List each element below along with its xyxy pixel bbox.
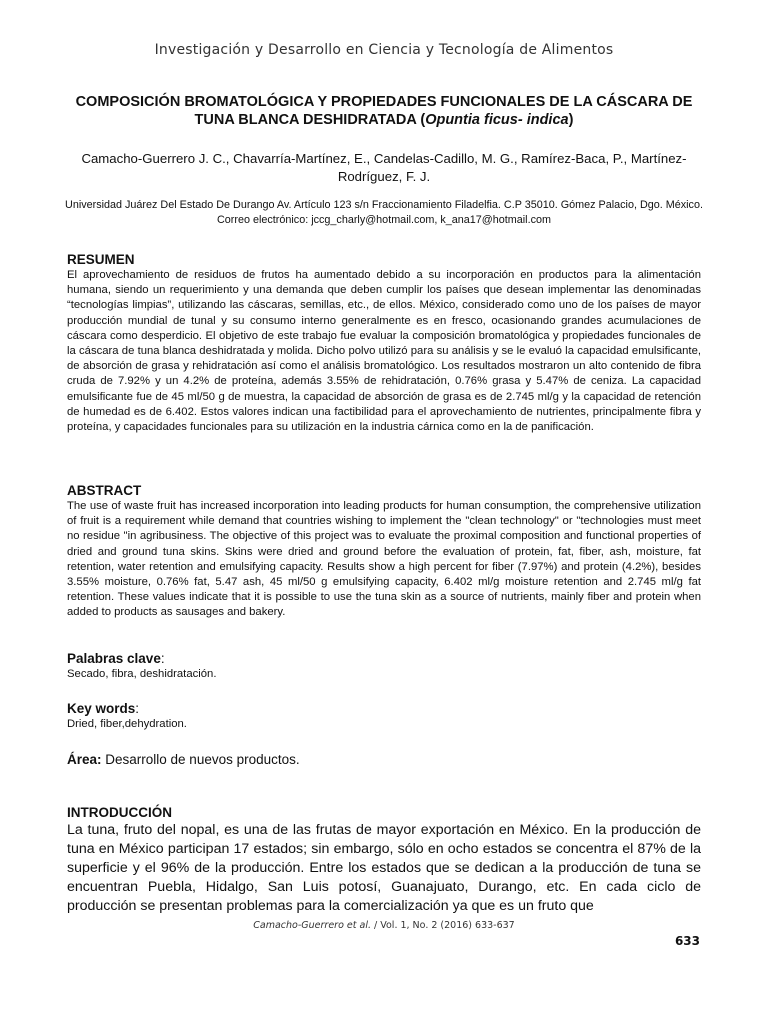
journal-header: Investigación y Desarrollo en Ciencia y Tecnología de Alimentos (154, 42, 614, 58)
area-line (67, 752, 701, 767)
palabras-clave-heading (67, 651, 701, 666)
palabras-clave-section (67, 651, 701, 680)
area-label: Área: (67, 752, 102, 767)
key-words-section (67, 701, 701, 730)
author-list: Camacho-Guerrero J. C., Chavarría-Martínez, E., Candelas-Cadillo, M. G., Ramírez-Baca, P., Martínez-Rodríguez, F. J. (81, 151, 687, 184)
title-close: ) (568, 112, 574, 128)
footer-citation (0, 920, 768, 931)
key-words-label: Key words (67, 701, 136, 716)
footer-authors: Camacho-Guerrero et al. (253, 920, 371, 931)
page-number: 633 (674, 934, 700, 948)
title-species: Opuntia ficus- indica (425, 112, 569, 128)
resumen-heading: RESUMEN (67, 252, 135, 267)
resumen-section (67, 252, 701, 435)
area-value: Desarrollo de nuevos productos. (101, 752, 300, 767)
palabras-clave-colon: : (160, 651, 165, 666)
abstract-section (67, 483, 701, 621)
abstract-heading: ABSTRACT (67, 483, 142, 498)
title-main: COMPOSICIÓN BROMATOLÓGICA Y PROPIEDADES FUNCIONALES DE LA CÁSCARA DE TUNA BLANCA DESHIDRATADA ( (75, 94, 693, 128)
article-title (60, 93, 708, 129)
introduccion-section (67, 805, 701, 916)
key-words-text: Dried, fiber,dehydration. (67, 718, 187, 730)
introduccion-heading: INTRODUCCIÓN (67, 805, 172, 820)
introduccion-text: La tuna, fruto del nopal, es una de las frutas de mayor exportación en México. En la producción de tuna en México participan 17 estados; sin embargo, sólo en ocho estados se concentra el 87% de la superficie y el 96% de la producción. Entre los estados que se dedican a la producción de tuna se encuentran Puebla, Hidalgo, San Luis potosí, Guanajuato, Durango, etc. En cada ciclo de producción se presentan problemas para la comercialización ya que es un fruto que (67, 822, 701, 914)
palabras-clave-text: Secado, fibra, deshidratación. (67, 668, 217, 680)
key-words-colon: : (135, 701, 140, 716)
palabras-clave-label: Palabras clave (67, 651, 161, 666)
affiliation: Universidad Juárez Del Estado De Durango Av. Artículo 123 s/n Fraccionamiento Filadelfia. C.P 35010. Gómez Palacio, Dgo. México. Correo electrónico: jccg_charly@hotmail.com, k_ana17@hotmail.com (65, 199, 703, 226)
footer-volume: / Vol. 1, No. 2 (2016) 633-637 (370, 920, 515, 931)
key-words-heading (67, 701, 701, 716)
resumen-text: El aprovechamiento de residuos de frutos ha aumentado debido a su incorporación en productos para la alimentación humana, siendo un requerimiento y una demanda que deben cumplir los países que desean implementar las denominadas “tecnologías limpias”, utilizando las cáscaras, semillas, etc., de ellos. México, considerado como uno de los países de mayor producción mundial de tunal y su consumo interno generalmente es en fresco, ocasionando grandes acumulaciones de cáscara como desperdicio. El objetivo de este trabajo fue evaluar la composición bromatológica y propiedades funcionales de la cáscara de tuna blanca deshidratada y molida. Dicho polvo utilizó para su análisis y se le evaluó la capacidad emulsificante, de absorción de grasa y rehidratación así como el análisis bromatológico. Los resultados mostraron un alto contenido de fibra cruda de 7.92% y un 4.2% de proteína, además 3.55% de rehidratación, 0.76% grasa y 5.47% de ceniza. La capacidad emulsificante fue de 45 ml/50 g de muestra, la capacidad de absorción de grasa es de 2.745 ml/g y la capacidad de retención de humedad es de 6.402. Estos valores indican una factibilidad para el aprovechamiento de nutrientes, principalmente fibra y proteína, y capacidades funcionales para su utilización en la industria cárnica como en la de panificación. (67, 269, 701, 434)
abstract-text: The use of waste fruit has increased incorporation into leading products for human consumption, the comprehensive utilization of fruit is a requirement while demand that countries wishing to implement the "clean technology" or "technologies must meet no residue "in agribusiness. The objective of this project was to evaluate the proximal composition and functional properties of dried and ground tuna skins. Skins were dried and ground before the evaluation of protein, fat, fiber, ash, moisture, fat retention, water retention and emulsifying capacity. Results show a high percent for fiber (7.97%) and protein (4.2%), besides 3.55% moisture, 0.76% fat, 5.47 ash, 45 ml/50 g emulsifying capacity, 6.402 ml/g moisture retention and 2.745 ml/g fat retention. These values indicate that it is possible to use the tuna skin as a source of nutrients, mainly fiber and protein when added to products as sausages and bakery. (67, 500, 701, 619)
